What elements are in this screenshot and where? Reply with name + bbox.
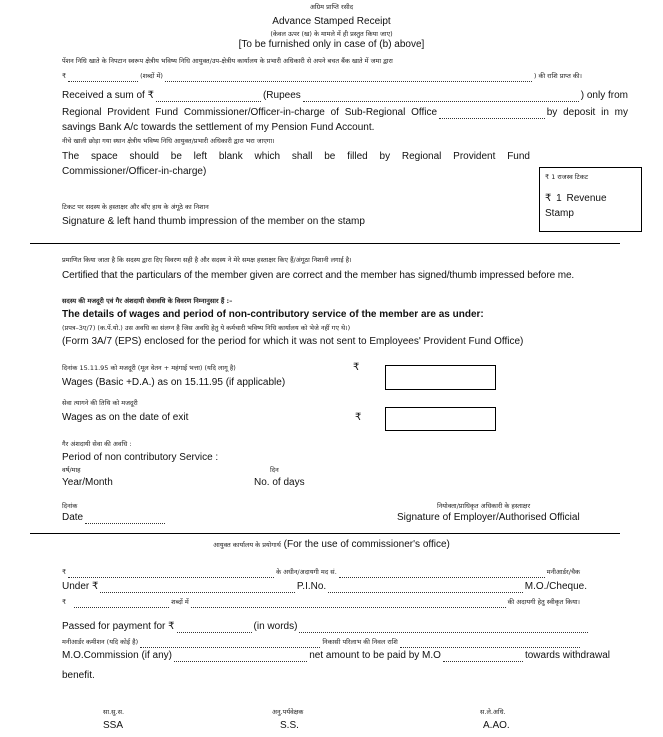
label: Under ₹ xyxy=(62,581,99,592)
wages95-label: Wages (Basic +D.A.) as on 15.11.95 (if applicable) xyxy=(62,377,286,388)
stamp-hindi: ₹ 1 राजस्व टिकट xyxy=(545,173,589,181)
page-title: Advance Stamped Receipt xyxy=(272,16,391,27)
passed-amount-field[interactable] xyxy=(177,623,252,633)
label: M.O./Cheque. xyxy=(524,581,587,592)
rupees-words-field[interactable] xyxy=(303,92,579,102)
subtitle: [To be furnished only in case of (b) above] xyxy=(238,39,425,50)
label: Regional Provident Fund Commissioner/Officer-in-charge of Sub-Regional Office xyxy=(62,107,438,118)
date-field[interactable] xyxy=(85,514,165,524)
label: निकासी परिलाभ की निवल राशि xyxy=(322,638,398,646)
signatory-ssa-hindi: सा.सु.स. xyxy=(103,708,125,716)
commission-field[interactable] xyxy=(140,638,320,648)
year-month-label: Year/Month xyxy=(62,477,113,488)
amount-field[interactable] xyxy=(68,568,274,578)
form-note: (Form 3A/7 (EPS) enclosed for the period for which it was not sent to Employees' Provident Fund Office) xyxy=(62,336,524,347)
under-amount-field[interactable] xyxy=(100,583,295,593)
sub-regional-office-field[interactable] xyxy=(439,109,545,119)
signatory-ss-hindi: अनु.पर्यवेक्षक xyxy=(272,708,304,716)
amount-field[interactable] xyxy=(68,72,138,82)
mo-commission-field[interactable] xyxy=(174,652,307,662)
label: के अधीन/अदायगी मद सं. xyxy=(276,568,337,576)
signature-hindi: टिकट पर सदस्य के हस्ताक्षर और बाँए हाथ के अंगूठे का निशान xyxy=(62,203,209,211)
label: की अदायगी हेतु स्वीकृत किया। xyxy=(507,598,580,606)
days-label: No. of days xyxy=(254,477,305,488)
blank-hindi: नीचे खाली छोड़ा गया स्थान क्षेत्रीय भविष्य निधि आयुक्त/प्रभारी अधिकारी द्वारा भरा जाएगा। xyxy=(62,137,275,145)
signatory-ss: S.S. xyxy=(280,720,299,731)
stamp-label-1: ₹ 1 Revenue xyxy=(545,193,607,204)
receipt-hindi-amount-row xyxy=(62,70,582,82)
period-hindi: गैर अंशदायी सेवा की अवधि : xyxy=(62,440,132,448)
signatory-ssa: SSA xyxy=(103,720,124,731)
wages95-hindi: दिनांक 15.11.95 को मजदूरी (मूल वेतन + महंगाई भत्ता) (यदि लागू है) xyxy=(62,364,236,372)
passed-row xyxy=(62,621,590,633)
net-amount-field[interactable] xyxy=(400,638,580,648)
office-heading xyxy=(0,539,663,551)
label: Received a sum of ₹ xyxy=(62,90,154,101)
office-hindi-row-3 xyxy=(62,596,580,608)
receipt-hindi-line: पेंशन निधि खाते के निपटान स्वरूप क्षेत्रीय भविष्य निधि आयुक्त/उप-क्षेत्रीय कार्यालय के प्रभारी अधिकारी से अपने बचत बैंक खाते में जमा द्वारा xyxy=(62,57,393,65)
member-signature-label: Signature & left hand thumb impression of the member on the stamp xyxy=(62,216,365,227)
details-hindi: सदस्य की मजदूरी एवं गैर अंशदायी सेवावधि के विवरण निम्नानुसार हैं :– xyxy=(62,297,233,305)
label: net amount to be paid by M.O xyxy=(309,650,441,661)
divider xyxy=(30,243,620,244)
label: (Rupees xyxy=(262,90,301,101)
label: M.O.Commission (if any) xyxy=(62,650,173,661)
label: towards withdrawal xyxy=(524,650,610,661)
date-hindi: दिनांक xyxy=(62,502,78,510)
wages-exit-label: Wages as on the date of exit xyxy=(62,412,189,423)
amount-words-field[interactable] xyxy=(165,72,532,82)
label: ) की राशि प्राप्त की। xyxy=(533,72,582,80)
certified-hindi: प्रमाणित किया जाता है कि सदस्य द्वारा दिए विवरण सही है और सदस्य ने मेरे समक्ष हस्ताक्षर किए हैं/अंगूठा निशानी लगाई है। xyxy=(62,256,352,264)
item-no-field[interactable] xyxy=(339,568,545,578)
rupee-symbol: ₹ xyxy=(355,412,362,423)
received-amount-field[interactable] xyxy=(156,92,261,102)
subtitle-hindi: (केवल ऊपर (ख) के मामले में ही प्रस्तुत किया जाए) xyxy=(270,30,393,38)
label: (in words) xyxy=(253,621,298,632)
passed-words-field[interactable] xyxy=(299,623,588,633)
rupee-symbol: ₹ xyxy=(62,72,67,80)
title-hindi: अग्रिम प्राप्ति रसीद xyxy=(309,3,354,11)
year-hindi: वर्ष/माह xyxy=(62,466,81,474)
savings-text: savings Bank A/c towards the settlement of my Pension Fund Account. xyxy=(62,122,375,133)
label: ) only from xyxy=(580,90,628,101)
label: शब्दों में xyxy=(171,598,189,606)
benefit-text: benefit. xyxy=(62,670,95,681)
label: मनीआर्डर कमीशन (यदि कोई है) xyxy=(62,638,139,646)
wages-exit-input[interactable] xyxy=(385,407,496,431)
certified-text: Certified that the particulars of the member given are correct and the member has signed/thumb impressed before me. xyxy=(62,270,575,281)
under-row xyxy=(62,581,587,593)
days-hindi: दिन xyxy=(270,466,279,474)
date-row xyxy=(62,512,167,524)
date-label: Date xyxy=(62,512,84,523)
details-heading: The details of wages and period of non-contributory service of the member are as under: xyxy=(62,309,484,320)
mo-row xyxy=(62,650,610,662)
office-hindi-row-1 xyxy=(62,566,580,578)
rupee-symbol: ₹ xyxy=(62,568,67,576)
revenue-stamp-box[interactable] xyxy=(539,167,642,232)
mo-net-amount-field[interactable] xyxy=(443,652,523,662)
rupee-symbol: ₹ xyxy=(62,598,67,606)
received-row xyxy=(62,90,628,102)
label: मनीआर्डर/चैक xyxy=(546,568,581,576)
employer-signature-label: Signature of Employer/Authorised Official xyxy=(397,512,580,523)
label: (शब्दों में) xyxy=(140,72,163,80)
words-field[interactable] xyxy=(191,598,506,608)
pi-no-field[interactable] xyxy=(328,583,523,593)
employer-signature-hindi: नियोक्ता/प्राधिकृत अधिकारी के हस्ताक्षर xyxy=(437,502,531,510)
divider xyxy=(30,533,620,534)
amount-field[interactable] xyxy=(74,598,169,608)
regional-row xyxy=(62,107,628,119)
label: by deposit in my xyxy=(546,107,628,118)
blank-note-line1: The space should be left blank which shall be filled by Regional Provident Fund xyxy=(62,151,530,162)
label: P.I.No. xyxy=(296,581,327,592)
stamp-label-2: Stamp xyxy=(545,208,574,219)
label: Passed for payment for ₹ xyxy=(62,621,175,632)
wages-exit-hindi: सेवा त्यागने की तिथि को मजदूरी xyxy=(62,399,138,407)
office-heading-hindi: आयुक्त कार्यालय के प्रयोगार्थ xyxy=(213,541,281,549)
period-label: Period of non contributory Service : xyxy=(62,452,219,463)
office-heading-text: (For the use of commissioner's office) xyxy=(283,539,450,550)
mo-hindi-row xyxy=(62,636,582,648)
wages95-input[interactable] xyxy=(385,365,496,390)
blank-note-line2: Commissioner/Officer-in-charge) xyxy=(62,166,207,177)
signatory-aao-hindi: स.ले.अधि. xyxy=(480,708,506,716)
rupee-symbol: ₹ xyxy=(353,362,360,373)
form-hindi: (प्रपत्र–3ए/7) (क.पें.यो.) उस अवधि का संलग्न है जिस अवधि हेतु ये कर्मचारी भविष्य निधि कार्यालय को भेजे नहीं गए थे।) xyxy=(62,324,351,332)
signatory-aao: A.AO. xyxy=(483,720,510,731)
